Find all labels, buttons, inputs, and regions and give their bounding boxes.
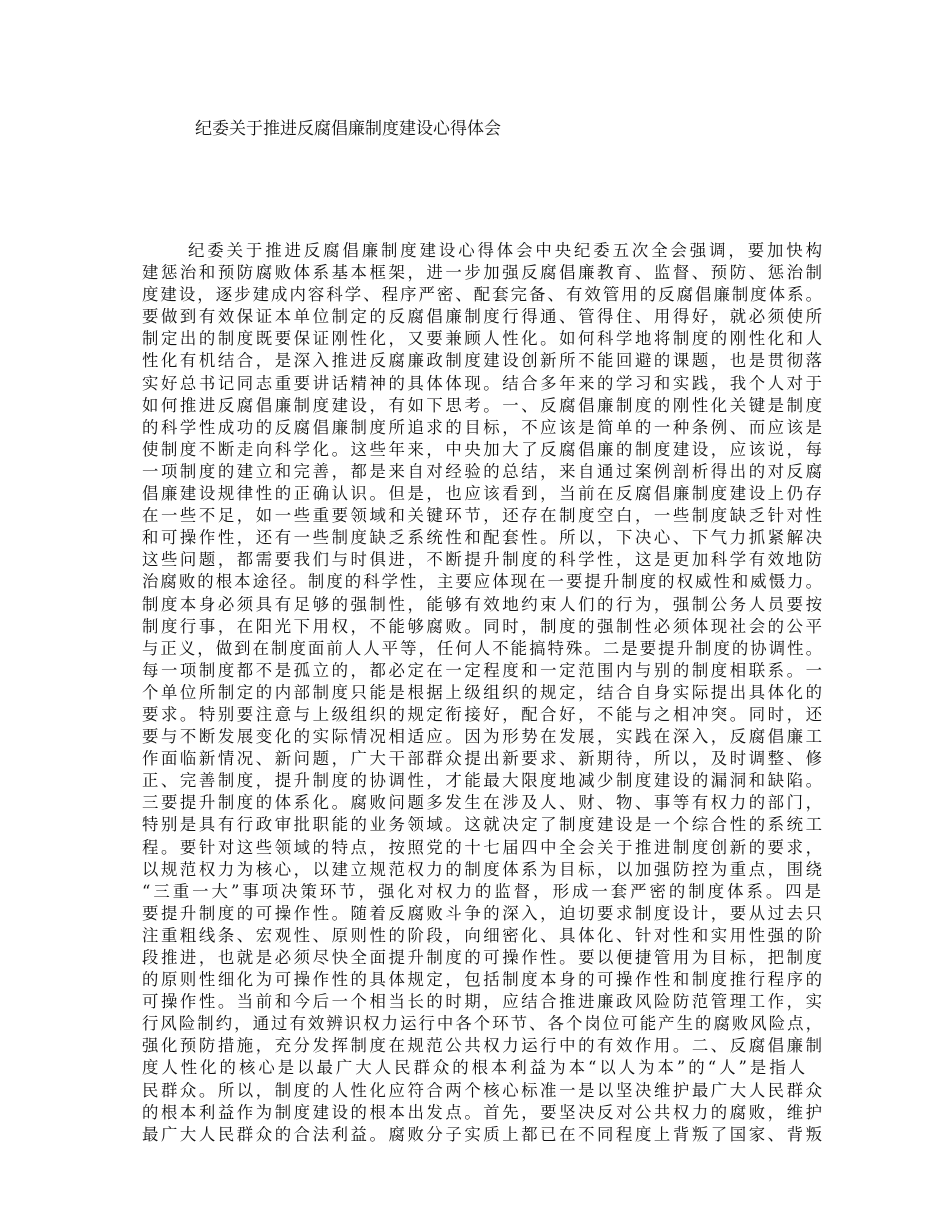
body-line: 作面临新情况、新问题，广大干部群众提出新要求、新期待，所以，及时调整、修 [142, 749, 825, 769]
body-line: 特别是具有行政审批职能的业务领域。这就决定了制度建设是一个综合性的系统工 [142, 815, 825, 835]
body-line: 要与不断发展变化的实际情况相适应。因为形势在发展，实践在深入，反腐倡廉工 [142, 727, 825, 747]
body-line: 强化预防措施，充分发挥制度在规范公共权力运行中的有效作用。二、反腐倡廉制 [142, 1036, 825, 1056]
document-body [142, 240, 825, 1146]
body-line: 可操作性。当前和今后一个相当长的时期，应结合推进廉政风险防范管理工作，实 [142, 992, 825, 1012]
body-line: 民群众。所以，制度的人性化应符合两个核心标准一是以坚决维护最广大人民群众 [142, 1080, 825, 1100]
body-line: 倡廉建设规律性的正确认识。但是，也应该看到，当前在反腐倡廉制度建设上仍存 [142, 484, 825, 504]
body-line: 这些问题，都需要我们与时俱进，不断提升制度的科学性，这是更加科学有效地防 [142, 550, 825, 570]
body-line: 的科学性成功的反腐倡廉制度所追求的目标，不应该是简单的一种条例、而应该是 [142, 417, 825, 437]
body-line: 正、完善制度，提升制度的协调性，才能最大限度地减少制度建设的漏洞和缺陷。 [142, 771, 825, 791]
body-line: 和可操作性，还有一些制度缺乏系统性和配套性。所以，下决心、下气力抓紧解决 [142, 528, 825, 548]
body-line: 最广大人民群众的合法利益。腐败分子实质上都已在不同程度上背叛了国家、背叛 [142, 1124, 825, 1144]
body-line: 如何推进反腐倡廉制度建设，有如下思考。一、反腐倡廉制度的刚性化关键是制度 [142, 395, 825, 415]
body-line: 与正义，做到在制度面前人人平等，任何人不能搞特殊。二是要提升制度的协调性。 [142, 638, 825, 658]
body-line: 纪委关于推进反腐倡廉制度建设心得体会中央纪委五次全会强调，要加快构 [188, 241, 825, 260]
body-line: 程。要针对这些领域的特点，按照党的十七届四中全会关于推进制度创新的要求， [142, 837, 825, 857]
body-line: 制度行事，在阳光下用权，不能够腐败。同时，制度的强制性必须体现社会的公平 [142, 616, 825, 636]
body-line: 治腐败的根本途径。制度的科学性，主要应体现在一要提升制度的权威性和威慑力。 [142, 572, 825, 592]
body-line: 要求。特别要注意与上级组织的规定衔接好，配合好，不能与之相冲突。同时，还 [142, 704, 825, 724]
body-line: 以规范权力为核心，以建立规范权力的制度体系为目标，以加强防控为重点，围绕 [142, 859, 825, 879]
body-line: 行风险制约，通过有效辨识权力运行中各个环节、各个岗位可能产生的腐败风险点， [142, 1014, 825, 1034]
body-line: 建惩治和预防腐败体系基本框架，进一步加强反腐倡廉教育、监督、预防、惩治制 [142, 263, 825, 283]
body-line: 的原则性细化为可操作性的具体规定，包括制度本身的可操作性和制度推行程序的 [142, 970, 825, 990]
body-line: 在一些不足，如一些重要领域和关键环节，还存在制度空白，一些制度缺乏针对性 [142, 506, 825, 526]
body-line: 段推进，也就是必须尽快全面提升制度的可操作性。要以便捷管用为目标，把制度 [142, 948, 825, 967]
body-line: “三重一大”事项决策环节，强化对权力的监督，形成一套严密的制度体系。四是 [142, 881, 825, 901]
body-line: 要提升制度的可操作性。随着反腐败斗争的深入，迫切要求制度设计，要从过去只 [142, 903, 825, 923]
body-line: 性化有机结合，是深入推进反腐廉政制度建设创新所不能回避的课题，也是贯彻落 [142, 351, 825, 371]
body-line: 制定出的制度既要保证刚性化，又要兼顾人性化。如何科学地将制度的刚性化和人 [142, 329, 825, 349]
body-line: 度建设，逐步建成内容科学、程序严密、配套完备、有效管用的反腐倡廉制度体系。 [142, 285, 825, 305]
body-line: 三要提升制度的体系化。腐败问题多发生在涉及人、财、物、事等有权力的部门， [142, 793, 825, 813]
body-line: 实好总书记同志重要讲话精神的具体体现。结合多年来的学习和实践，我个人对于 [142, 373, 825, 393]
body-line: 一项制度的建立和完善，都是来自对经验的总结，来自通过案例剖析得出的对反腐 [142, 461, 825, 481]
body-line: 注重粗线条、宏观性、原则性的阶段，向细密化、具体化、针对性和实用性强的阶 [142, 925, 825, 945]
body-line: 使制度不断走向科学化。这些年来，中央加大了反腐倡廉的制度建设，应该说，每 [142, 439, 825, 459]
body-line: 的根本利益作为制度建设的根本出发点。首先，要坚决反对公共权力的腐败，维护 [142, 1102, 825, 1122]
document-title: 纪委关于推进反腐倡廉制度建设心得体会 [195, 119, 501, 139]
body-line: 制度本身必须具有足够的强制性，能够有效地约束人们的行为，强制公务人员要按 [142, 594, 825, 614]
body-line: 个单位所制定的内部制度只能是根据上级组织的规定，结合自身实际提出具体化的 [142, 682, 825, 702]
body-line: 每一项制度都不是孤立的，都必定在一定程度和一定范围内与别的制度相联系。一 [142, 660, 825, 680]
body-line: 度人性化的核心是以最广大人民群众的根本利益为本“以人为本”的“人”是指人 [142, 1058, 809, 1078]
body-line: 要做到有效保证本单位制定的反腐倡廉制度行得通、管得住、用得好，就必须使所 [142, 307, 825, 327]
